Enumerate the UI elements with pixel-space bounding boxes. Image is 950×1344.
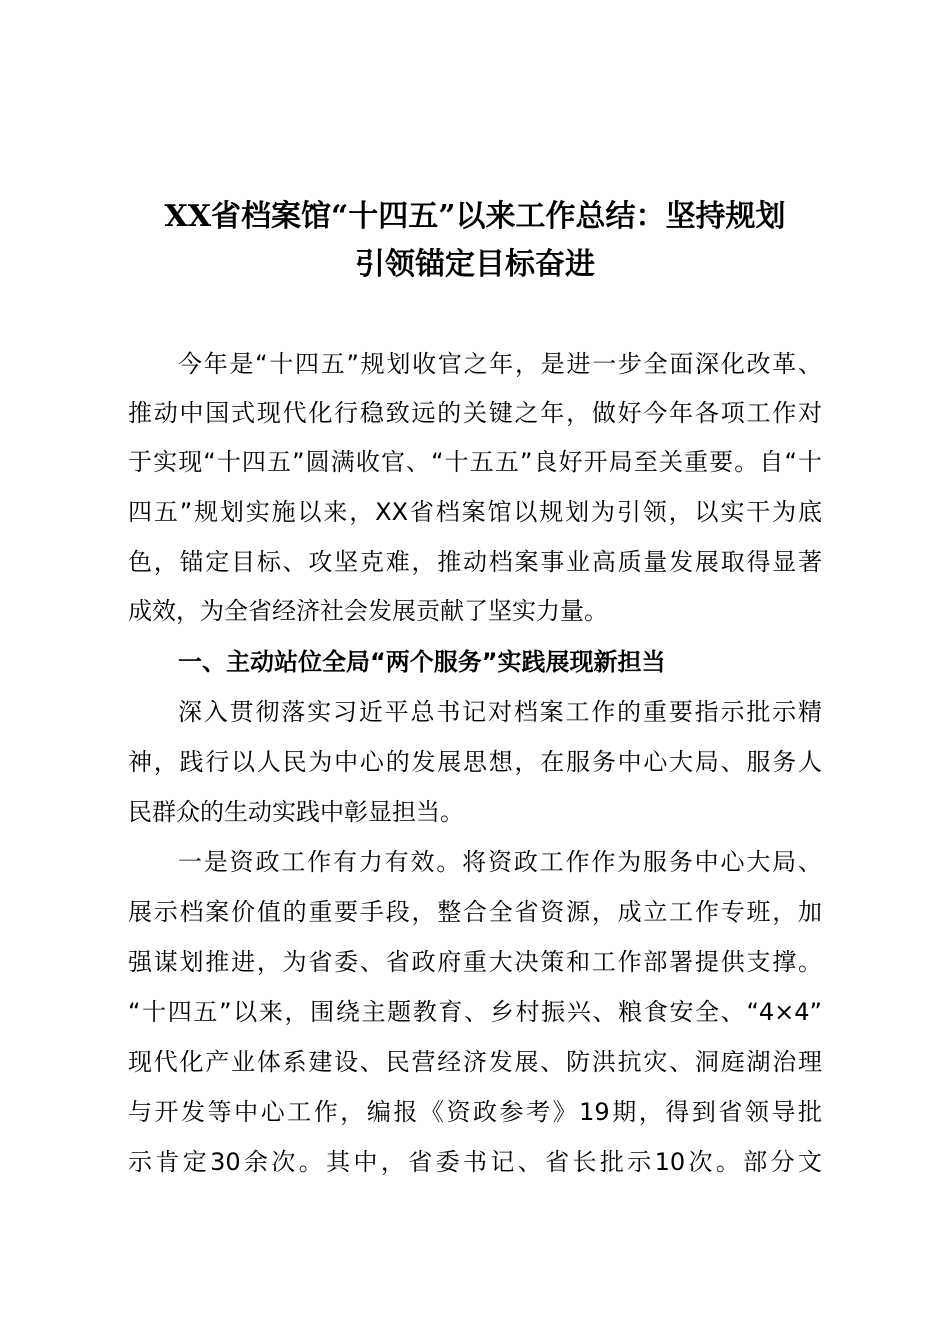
text-line: 神，践行以人民为中心的发展思想，在服务中心大局、服务人 <box>128 748 822 776</box>
section-heading: 一、主动站位全局“两个服务”实践展现新担当 <box>178 648 666 676</box>
text-line: 强谋划推进，为省委、省政府重大决策和工作部署提供支撑。 <box>128 948 822 976</box>
text-line: 于实现“十四五”圆满收官、“十五五”良好开局至关重要。自“十 <box>128 448 822 476</box>
text-line: 成效，为全省经济社会发展贡献了坚实力量。 <box>128 597 608 625</box>
text-line: 一是资政工作有力有效。将资政工作作为服务中心大局、 <box>178 848 822 876</box>
text-line: 四五”规划实施以来，XX省档案馆以规划为引领，以实干为底 <box>128 498 822 526</box>
text-line: 现代化产业体系建设、民营经济发展、防洪抗灾、洞庭湖治理 <box>128 1048 822 1076</box>
text-line: 示肯定30余次。其中，省委书记、省长批示10次。部分文 <box>128 1148 822 1176</box>
text-line: “十四五”以来，围绕主题教育、乡村振兴、粮食安全、“4×4” <box>128 998 822 1026</box>
text-line: 今年是“十四五”规划收官之年，是进一步全面深化改革、 <box>178 350 822 378</box>
text-line: 推动中国式现代化行稳致远的关键之年，做好今年各项工作对 <box>128 399 822 427</box>
text-line: 民群众的生动实践中彰显担当。 <box>128 798 464 826</box>
text-line: 与开发等中心工作，编报《资政参考》19期，得到省领导批 <box>128 1098 822 1126</box>
text-line: 深入贯彻落实习近平总书记对档案工作的重要指示批示精 <box>178 698 822 726</box>
text-line: 展示档案价值的重要手段，整合全省资源，成立工作专班，加 <box>128 898 822 926</box>
document-title-line-1: XX省档案馆“十四五”以来工作总结：坚持规划 <box>164 199 786 234</box>
text-line: 色，锚定目标、攻坚克难，推动档案事业高质量发展取得显著 <box>128 548 822 576</box>
document-title-line-2: 引领锚定目标奋进 <box>355 247 595 282</box>
